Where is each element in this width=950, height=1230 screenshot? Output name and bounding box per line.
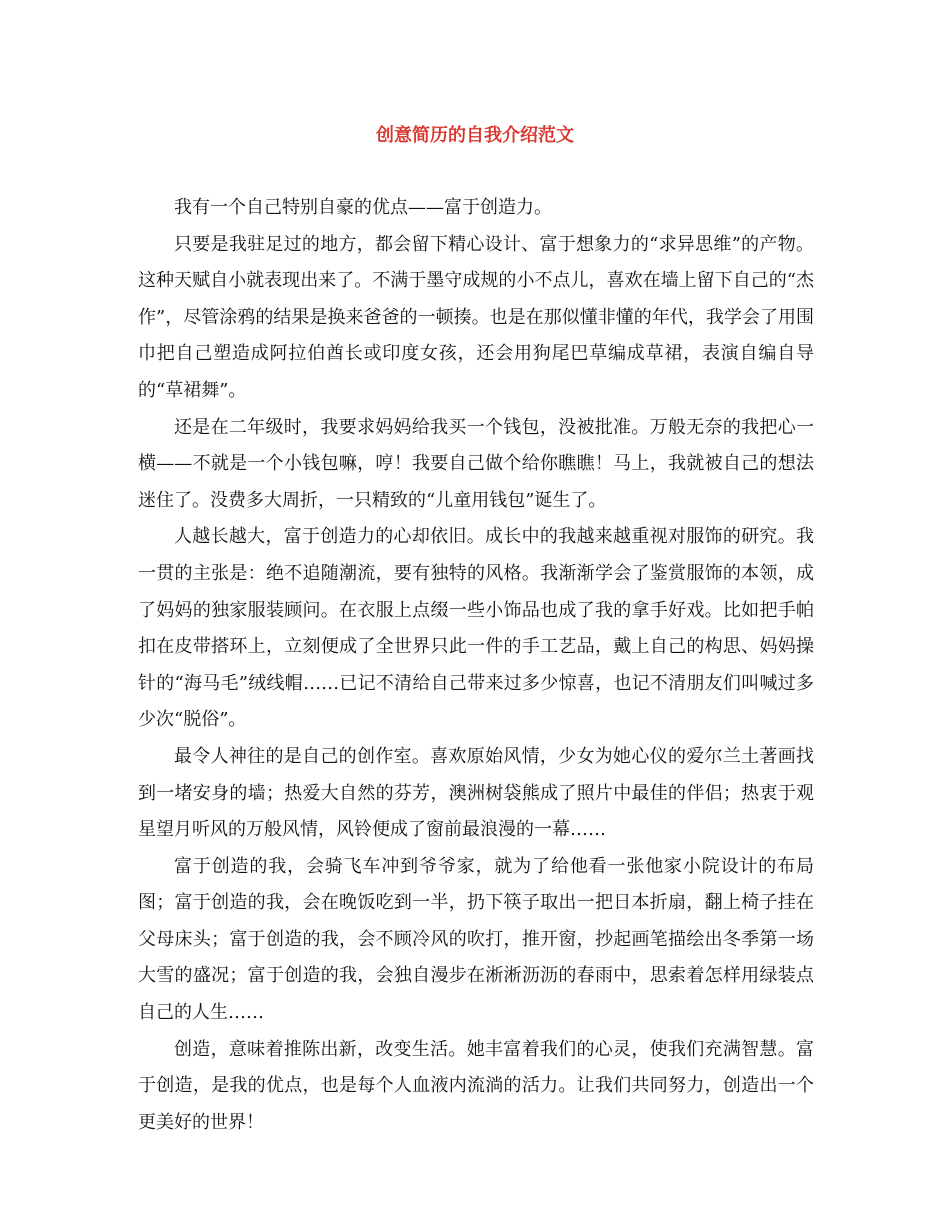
document-body (138, 190, 814, 1141)
paragraph-creative-me: 富于创造的我，会骑飞车冲到爷爷家，就为了给他看一张他家小院设计的布局图；富于创造的我，会在晚饭吃到一半，扔下筷子取出一把日本折扇，翻上椅子挂在父母床头；富于创造的我，会不顾冷风的吹打，推开窗，抄起画笔描绘出冬季第一场大雪的盛况；富于创造的我，会独自漫步在淅淅沥沥的春雨中，思索着怎样用绿装点自己的人生…… (138, 855, 814, 1024)
paragraph-fashion: 人越长越大，富于创造力的心却依旧。成长中的我越来越重视对服饰的研究。我一贯的主张是：绝不追随潮流，要有独特的风格。我渐渐学会了鉴赏服饰的本领，成了妈妈的独家服装顾问。在衣服上点缀一些小饰品也成了我的拿手好戏。比如把手帕扣在皮带搭环上，立刻便成了全世界只此一件的手工艺品，戴上自己的构思、妈妈操针的“海马毛”绒线帽……已记不清给自己带来过多少惊喜，也记不清朋友们叫喊过多少次“脱俗”。 (138, 526, 814, 731)
paragraph-childhood: 只要是我驻足过的地方，都会留下精心设计、富于想象力的“求异思维”的产物。这种天赋自小就表现出来了。不满于墨守成规的小不点儿，喜欢在墙上留下自己的“杰作”，尽管涂鸦的结果是换来爸爸的一顿揍。也是在那似懂非懂的年代，我学会了用围巾把自己塑造成阿拉伯酋长或印度女孩，还会用狗尾巴草编成草裙，表演自编自导的“草裙舞”。 (138, 233, 814, 401)
paragraph-studio: 最令人神往的是自己的创作室。喜欢原始风情，少女为她心仪的爱尔兰土著画找到一堵安身的墙；热爱大自然的芬芳，澳洲树袋熊成了照片中最佳的伴侣；热衷于观星望月听风的万般风情，风铃便成了窗前最浪漫的一幕…… (138, 745, 814, 841)
paragraph-intro: 我有一个自己特别自豪的优点——富于创造力。 (174, 197, 552, 218)
paragraph-wallet: 还是在二年级时，我要求妈妈给我买一个钱包，没被批准。万般无奈的我把心一横——不就是一个小钱包嘛，哼！我要自己做个给你瞧瞧！马上，我就被自己的想法迷住了。没费多大周折，一只精致的“儿童用钱包”诞生了。 (138, 416, 814, 511)
paragraph-conclusion: 创造，意味着推陈出新，改变生活。她丰富着我们的心灵，使我们充满智慧。富于创造，是我的优点，也是每个人血液内流淌的活力。让我们共同努力，创造出一个更美好的世界！ (138, 1038, 814, 1133)
page-title: 创意简历的自我介绍范文 (376, 125, 574, 146)
